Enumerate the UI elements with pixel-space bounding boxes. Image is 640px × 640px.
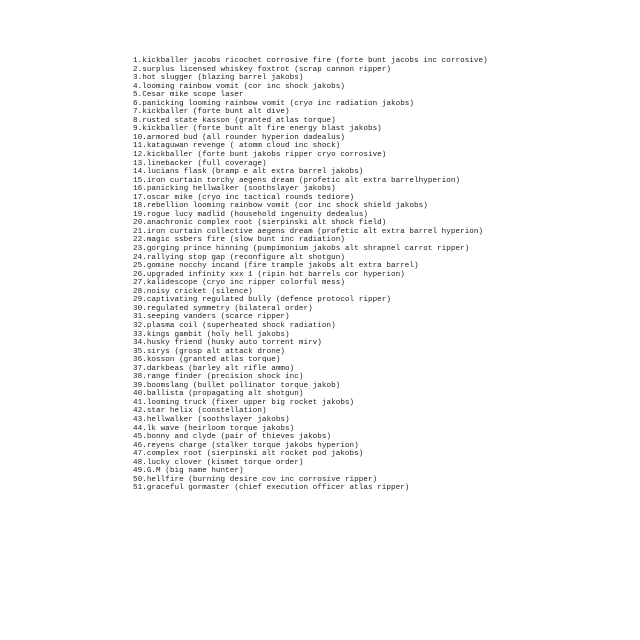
list-item: 33.kings gambit (holy hell jakobs) xyxy=(133,330,290,339)
list-item: 12.kickballer (forte bunt jakobs ripper cryo corrosive) xyxy=(133,151,387,160)
list-item: 26.upgraded infinity xxx 1 (ripin hot barrels cor hyperion) xyxy=(133,270,405,279)
list-item: 51.graceful gormaster (chief execution officer atlas ripper) xyxy=(133,484,410,493)
list-item: 39.boomslang (bullet pollinator torque jakob) xyxy=(133,381,341,390)
list-item: 28.noisy cricket (silence) xyxy=(133,287,253,296)
list-item: 19.rogue lucy madlid (household ingenuity dedealus) xyxy=(133,210,368,219)
list-item: 49.G.M (big name hunter) xyxy=(133,467,244,476)
list-item: 48.lucky clover (kismet torque order) xyxy=(133,458,304,467)
list-item: 21.iron curtain collective aegens dream (profetic alt extra barrel hyperion) xyxy=(133,227,484,236)
list-item: 27.kalidescope (cryo inc ripper colorful mess) xyxy=(133,279,345,288)
list-item: 34.husky friend (husky auto torrent mirv) xyxy=(133,339,322,348)
list-item: 7.kickballer (forte bunt alt dive) xyxy=(133,108,290,117)
list-item: 3.hot slugger (blazing barrel jakobs) xyxy=(133,74,304,83)
list-item: 46.reyens charge (stalker torque jakobs hyperion) xyxy=(133,441,359,450)
list-item: 8.rusted state kasson (granted atlas torque) xyxy=(133,116,336,125)
list-item: 38.range finder (precision shock inc) xyxy=(133,373,304,382)
list-item: 18.rebellion looming rainbow vomit (cor inc shock shield jakobs) xyxy=(133,202,428,211)
list-item: 17.oscar mike (cryo inc tactical rounds tediore) xyxy=(133,193,355,202)
list-item: 30.regulated symmetry (bilateral order) xyxy=(133,304,313,313)
list-item: 23.gorging prince hinning (pumpimonium jakobs alt shrapnel carrot ripper) xyxy=(133,245,470,254)
list-item: 36.kosson (granted atlas torque) xyxy=(133,356,281,365)
list-item: 29.captivating regulated bully (defence protocol ripper) xyxy=(133,296,391,305)
list-item: 32.plasma coil (superheated shock radiation) xyxy=(133,321,336,330)
list-item: 37.darkbeas (barley alt rifle ammo) xyxy=(133,364,295,373)
list-item: 6.panicking looming rainbow vomit (cryo inc radiation jakobs) xyxy=(133,99,415,108)
list-item: 41.looming truck (fixer upper big rocket jakobs) xyxy=(133,398,355,407)
list-item: 22.magic ssbers fire (slow bunt inc radiation) xyxy=(133,236,345,245)
list-item: 40.ballista (propagating alt shotgun) xyxy=(133,390,304,399)
list-item: 25.gomine nocchy incand (fire trample jakobs alt extra barrel) xyxy=(133,262,419,271)
list-item: 15.iron curtain torchy aegens dream (profetic alt extra barrelhyperion) xyxy=(133,176,461,185)
list-item: 20.anachronic complex root (sierpinski alt shock field) xyxy=(133,219,387,228)
list-item: 47.complex root (sierpinski alt rocket pod jakobs) xyxy=(133,450,364,459)
list-item: 42.star helix (constellation) xyxy=(133,407,267,416)
list-item: 16.panicking hellwalker (soothslayer jakobs) xyxy=(133,185,336,194)
list-item: 10.armored bud (all rounder hyperion dadealus) xyxy=(133,133,345,142)
list-item: 4.looming rainbow vomit (cor inc shock jakobs) xyxy=(133,82,345,91)
list-item: 1.kickballer jacobs ricochet corrosive fire (forte bunt jacobs inc corrosive) xyxy=(133,57,488,65)
list-item: 9.kickballer (forte bunt alt fire energy blast jakobs) xyxy=(133,125,382,134)
list-item: 35.sirys (grosp alt attack drone) xyxy=(133,347,286,356)
list-item: 13.linebacker (full coverage) xyxy=(133,159,267,168)
list-item: 44.lk wave (heirloom torque jakobs) xyxy=(133,424,295,433)
list-item: 50.hellfire (burning desire cov inc corrosive ripper) xyxy=(133,475,378,484)
list-item: 14.lucians flask (bramp e alt extra barrel jakobs) xyxy=(133,168,364,177)
list-item: 2.surplus licensed whiskey foxtrot (scrap cannon ripper) xyxy=(133,65,391,74)
list-item: 24.rallying stop gap (reconfigure alt shotgun) xyxy=(133,253,345,262)
list-item: 43.hellwalker (soothslayer jakobs) xyxy=(133,415,290,424)
list-item: 31.seeping vanders (scarce ripper) xyxy=(133,313,290,322)
list-item: 45.bonny and clyde (pair of thieves jakobs) xyxy=(133,433,332,442)
document-body xyxy=(133,57,513,493)
list-item: 11.kataguwan revenge ( atomm cloud inc shock) xyxy=(133,142,341,151)
list-item: 5.Cesar mike scope laser xyxy=(133,91,244,100)
